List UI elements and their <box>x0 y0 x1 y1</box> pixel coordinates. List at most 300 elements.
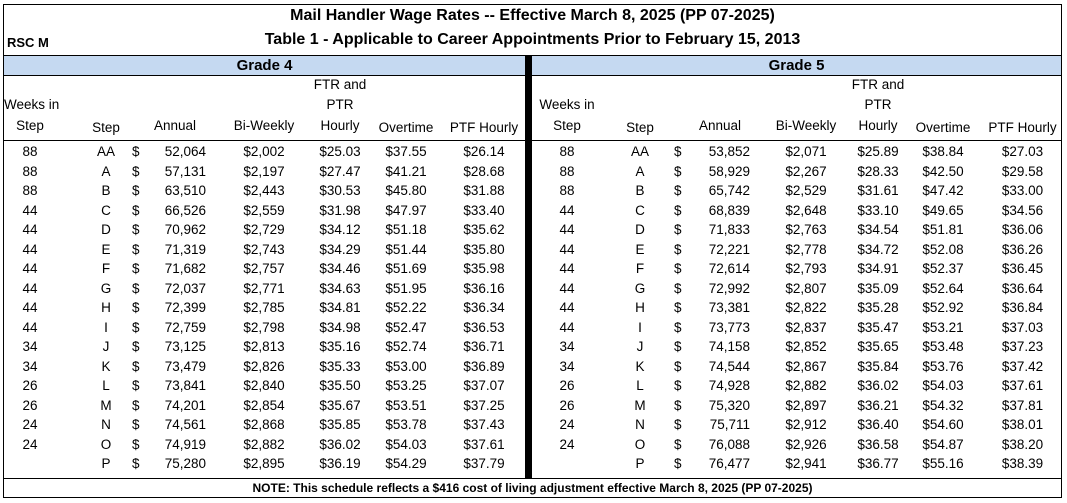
bi-weekly-cell: $2,267 <box>785 163 827 179</box>
overtime-cell: $53.78 <box>385 417 427 432</box>
dollar-sign: $ <box>674 300 682 315</box>
overtime-cell: $52.22 <box>385 300 427 315</box>
table-row <box>4 337 525 356</box>
step-cell: C <box>635 202 645 218</box>
annual-cell: 75,280 <box>164 456 206 471</box>
weeks-cell: 88 <box>559 183 575 198</box>
header-annual: Annual <box>698 118 742 133</box>
overtime-cell: $51.18 <box>385 222 427 237</box>
bi-weekly-cell: $2,882 <box>785 378 827 393</box>
overtime-cell: $53.25 <box>385 378 427 393</box>
step-cell: N <box>101 417 111 432</box>
step-cell: D <box>635 222 645 237</box>
dollar-sign: $ <box>674 241 682 257</box>
annual-cell: 58,929 <box>708 163 750 179</box>
step-cell: G <box>634 280 646 296</box>
annual-cell: 70,962 <box>164 222 206 237</box>
bi-weekly-cell: $2,895 <box>243 456 285 471</box>
ptf-hourly-cell: $36.71 <box>463 339 505 354</box>
dollar-sign: $ <box>132 319 140 335</box>
ptf-hourly-cell: $37.81 <box>1001 397 1044 413</box>
step-cell: E <box>101 241 111 257</box>
dollar-sign: $ <box>674 144 682 159</box>
step-cell: O <box>634 436 646 452</box>
hourly-cell: $33.10 <box>857 202 899 218</box>
bi-weekly-cell: $2,854 <box>243 397 285 413</box>
table-row <box>4 201 525 220</box>
dollar-sign: $ <box>674 339 682 354</box>
bi-weekly-cell: $2,822 <box>785 300 827 315</box>
annual-cell: 57,131 <box>164 163 206 179</box>
step-cell: D <box>101 222 111 237</box>
step-cell: L <box>636 378 644 393</box>
header-weeks-in-step: Weeks in <box>539 97 595 112</box>
hourly-cell: $34.29 <box>319 241 361 257</box>
ptf-hourly-cell: $36.16 <box>463 280 505 296</box>
bi-weekly-cell: $2,757 <box>243 261 285 276</box>
bi-weekly-cell: $2,912 <box>785 417 827 432</box>
ptf-hourly-cell: $36.26 <box>1001 241 1044 257</box>
hourly-cell: $34.72 <box>857 241 899 257</box>
bi-weekly-cell: $2,868 <box>243 417 285 432</box>
table-row <box>532 396 1061 415</box>
table-row <box>532 181 1061 200</box>
overtime-cell: $54.60 <box>922 417 964 432</box>
weeks-cell: 44 <box>559 241 575 257</box>
overtime-cell: $53.76 <box>922 358 964 374</box>
ptf-hourly-cell: $36.45 <box>1001 261 1044 276</box>
table-row <box>532 298 1061 317</box>
step-cell: M <box>634 397 646 413</box>
table-row <box>532 259 1061 278</box>
weeks-cell: 44 <box>559 300 575 315</box>
header-ftr-ptr-hourly: Hourly <box>320 118 360 133</box>
dollar-sign: $ <box>132 280 140 296</box>
hourly-cell: $34.54 <box>857 222 899 237</box>
bi-weekly-cell: $2,852 <box>785 339 827 354</box>
annual-cell: 65,742 <box>708 183 750 198</box>
step-cell: A <box>635 163 645 179</box>
weeks-cell: 34 <box>22 339 38 354</box>
step-cell: N <box>635 417 645 432</box>
ptf-hourly-cell: $35.62 <box>463 222 505 237</box>
weeks-cell: 44 <box>559 261 575 276</box>
table-row <box>532 240 1061 259</box>
weeks-cell: 44 <box>22 280 38 296</box>
overtime-cell: $41.21 <box>385 163 427 179</box>
ptf-hourly-cell: $37.23 <box>1001 339 1044 354</box>
ptf-hourly-cell: $36.06 <box>1001 222 1044 237</box>
dollar-sign: $ <box>132 261 140 276</box>
overtime-cell: $54.03 <box>385 436 427 452</box>
weeks-cell: 24 <box>559 436 575 452</box>
hourly-cell: $36.21 <box>857 397 899 413</box>
weeks-cell: 44 <box>22 300 38 315</box>
weeks-cell: 44 <box>559 319 575 335</box>
hourly-cell: $35.67 <box>319 397 361 413</box>
ptf-hourly-cell: $27.03 <box>1001 144 1044 159</box>
annual-cell: 66,526 <box>164 202 206 218</box>
overtime-cell: $54.29 <box>385 456 427 471</box>
annual-cell: 74,158 <box>708 339 750 354</box>
hourly-cell: $35.65 <box>857 339 899 354</box>
weeks-cell: 26 <box>559 397 575 413</box>
annual-cell: 72,759 <box>164 319 206 335</box>
overtime-cell: $53.21 <box>922 319 964 335</box>
step-cell: K <box>101 358 111 374</box>
annual-cell: 74,928 <box>708 378 750 393</box>
hourly-cell: $36.19 <box>319 456 361 471</box>
ptf-hourly-cell: $36.89 <box>463 358 505 374</box>
overtime-cell: $47.42 <box>922 183 964 198</box>
step-cell: I <box>104 319 108 335</box>
grade-divider <box>525 55 532 478</box>
bi-weekly-cell: $2,763 <box>785 222 827 237</box>
hourly-cell: $35.50 <box>319 378 361 393</box>
header-ftr-ptr-hourly: PTR <box>326 97 354 112</box>
hourly-cell: $35.16 <box>319 339 361 354</box>
table-row <box>532 220 1061 239</box>
bi-weekly-cell: $2,837 <box>785 319 827 335</box>
weeks-cell: 44 <box>22 222 38 237</box>
annual-cell: 73,773 <box>708 319 750 335</box>
ptf-hourly-cell: $37.07 <box>463 378 505 393</box>
dollar-sign: $ <box>674 202 682 218</box>
dollar-sign: $ <box>674 436 682 452</box>
table-row <box>532 279 1061 298</box>
dollar-sign: $ <box>132 397 140 413</box>
step-cell: F <box>635 261 645 276</box>
ptf-hourly-cell: $29.58 <box>1001 163 1044 179</box>
bi-weekly-cell: $2,807 <box>785 280 827 296</box>
bi-weekly-cell: $2,897 <box>785 397 827 413</box>
weeks-cell: 34 <box>22 358 38 374</box>
hourly-cell: $30.53 <box>319 183 361 198</box>
overtime-cell: $53.00 <box>385 358 427 374</box>
weeks-cell: 24 <box>22 417 38 432</box>
weeks-cell: 88 <box>22 163 38 179</box>
hourly-cell: $36.02 <box>319 436 361 452</box>
step-cell: H <box>101 300 111 315</box>
annual-cell: 71,319 <box>164 241 206 257</box>
ptf-hourly-cell: $34.56 <box>1001 202 1044 218</box>
overtime-cell: $52.64 <box>922 280 964 296</box>
header-weeks-in-step: Step <box>16 118 44 133</box>
dollar-sign: $ <box>674 417 682 432</box>
header-weeks-in-step: Weeks in <box>4 97 60 112</box>
weeks-cell: 34 <box>559 339 575 354</box>
overtime-cell: $52.74 <box>385 339 427 354</box>
annual-cell: 73,479 <box>164 358 206 374</box>
ptf-hourly-cell: $35.98 <box>463 261 505 276</box>
annual-cell: 72,614 <box>708 261 750 276</box>
overtime-cell: $37.55 <box>385 144 427 159</box>
header-annual: Annual <box>153 118 197 133</box>
table-title: Mail Handler Wage Rates -- Effective March 8, 2025 (PP 07-2025) <box>290 7 775 24</box>
table-row <box>532 318 1061 337</box>
hourly-cell: $34.12 <box>319 222 361 237</box>
header-ftr-ptr-hourly: Hourly <box>858 118 898 133</box>
table-row <box>4 220 525 239</box>
ptf-hourly-cell: $35.80 <box>463 241 505 257</box>
table-row <box>4 181 525 200</box>
overtime-cell: $55.16 <box>922 456 964 471</box>
annual-cell: 72,399 <box>164 300 206 315</box>
table-row <box>532 357 1061 376</box>
annual-cell: 76,088 <box>708 436 750 452</box>
hourly-cell: $34.63 <box>319 280 361 296</box>
dollar-sign: $ <box>132 222 140 237</box>
bi-weekly-cell: $2,926 <box>785 436 827 452</box>
hourly-cell: $35.33 <box>319 358 361 374</box>
overtime-cell: $42.50 <box>922 163 964 179</box>
overtime-cell: $47.97 <box>385 202 427 218</box>
step-cell: J <box>102 339 110 354</box>
dollar-sign: $ <box>674 163 682 179</box>
bi-weekly-cell: $2,443 <box>243 183 285 198</box>
step-cell: B <box>635 183 645 198</box>
overtime-cell: $54.87 <box>922 436 964 452</box>
weeks-cell: 26 <box>22 378 38 393</box>
bi-weekly-cell: $2,002 <box>243 144 285 159</box>
header-bi-weekly: Bi-Weekly <box>233 118 295 133</box>
step-cell: O <box>100 436 112 452</box>
annual-cell: 74,919 <box>164 436 206 452</box>
annual-cell: 74,561 <box>164 417 206 432</box>
overtime-cell: $51.81 <box>922 222 964 237</box>
weeks-cell: 44 <box>559 202 575 218</box>
dollar-sign: $ <box>132 241 140 257</box>
dollar-sign: $ <box>132 417 140 432</box>
dollar-sign: $ <box>132 163 140 179</box>
header-ptf-hourly: PTF Hourly <box>449 120 519 135</box>
step-cell: A <box>101 163 111 179</box>
bi-weekly-cell: $2,778 <box>785 241 827 257</box>
ptf-hourly-cell: $33.40 <box>463 202 505 218</box>
bi-weekly-cell: $2,785 <box>243 300 285 315</box>
annual-cell: 73,381 <box>708 300 750 315</box>
overtime-cell: $52.08 <box>922 241 964 257</box>
ptf-hourly-cell: $37.25 <box>463 397 505 413</box>
hourly-cell: $28.33 <box>857 163 899 179</box>
ptf-hourly-cell: $36.84 <box>1001 300 1044 315</box>
dollar-sign: $ <box>132 300 140 315</box>
overtime-cell: $54.03 <box>922 378 964 393</box>
hourly-cell: $35.28 <box>857 300 899 315</box>
annual-cell: 72,037 <box>164 280 206 296</box>
hourly-cell: $36.40 <box>857 417 899 432</box>
ptf-hourly-cell: $36.53 <box>463 319 505 335</box>
ptf-hourly-cell: $37.79 <box>463 456 505 471</box>
overtime-cell: $38.84 <box>922 144 964 159</box>
dollar-sign: $ <box>674 456 682 471</box>
table-row <box>4 259 525 278</box>
bi-weekly-cell: $2,813 <box>243 339 285 354</box>
ptf-hourly-cell: $36.34 <box>463 300 505 315</box>
weeks-cell: 26 <box>22 397 38 413</box>
table-row <box>4 454 525 473</box>
header-bi-weekly: Bi-Weekly <box>775 118 837 133</box>
table-row <box>4 240 525 259</box>
weeks-cell: 44 <box>559 222 575 237</box>
dollar-sign: $ <box>132 436 140 452</box>
dollar-sign: $ <box>132 378 140 393</box>
annual-cell: 72,221 <box>708 241 750 257</box>
annual-cell: 68,839 <box>708 202 750 218</box>
step-cell: H <box>635 300 645 315</box>
table-subtitle: Table 1 - Applicable to Career Appointments Prior to February 15, 2013 <box>264 31 801 48</box>
table-row <box>4 162 525 181</box>
weeks-cell: 88 <box>22 183 38 198</box>
ptf-hourly-cell: $38.01 <box>1001 417 1044 432</box>
table-row <box>532 376 1061 395</box>
overtime-cell: $49.65 <box>922 202 964 218</box>
ptf-hourly-cell: $38.39 <box>1001 456 1044 471</box>
annual-cell: 52,064 <box>164 144 206 159</box>
header-overtime: Overtime <box>915 120 971 135</box>
hourly-cell: $25.89 <box>857 144 899 159</box>
weeks-cell: 24 <box>559 417 575 432</box>
step-cell: L <box>102 378 110 393</box>
bi-weekly-cell: $2,729 <box>243 222 285 237</box>
header-overtime: Overtime <box>378 120 434 135</box>
hourly-cell: $31.98 <box>319 202 361 218</box>
bi-weekly-cell: $2,071 <box>785 144 827 159</box>
dollar-sign: $ <box>674 358 682 374</box>
header-step: Step <box>626 120 654 135</box>
table-row <box>4 357 525 376</box>
step-cell: J <box>636 339 644 354</box>
header-underline <box>4 140 525 141</box>
weeks-cell: 88 <box>559 163 575 179</box>
overtime-cell: $51.95 <box>385 280 427 296</box>
step-cell: P <box>635 456 645 471</box>
hourly-cell: $36.77 <box>857 456 899 471</box>
annual-cell: 72,992 <box>708 280 750 296</box>
step-cell: C <box>101 202 111 218</box>
table-row <box>4 298 525 317</box>
weeks-cell: 44 <box>22 261 38 276</box>
table-row <box>4 376 525 395</box>
dollar-sign: $ <box>132 339 140 354</box>
schedule-code: RSC M <box>7 35 49 50</box>
table-row <box>4 279 525 298</box>
dollar-sign: $ <box>132 144 140 159</box>
step-cell: AA <box>96 144 115 159</box>
ptf-hourly-cell: $38.20 <box>1001 436 1044 452</box>
header-ftr-ptr-hourly: PTR <box>864 97 892 112</box>
hourly-cell: $35.09 <box>857 280 899 296</box>
hourly-cell: $34.81 <box>319 300 361 315</box>
annual-cell: 73,841 <box>164 378 206 393</box>
annual-cell: 63,510 <box>164 183 206 198</box>
dollar-sign: $ <box>132 202 140 218</box>
step-cell: AA <box>630 144 649 159</box>
hourly-cell: $25.03 <box>319 144 361 159</box>
header-ftr-ptr-hourly: FTR and <box>851 77 905 92</box>
ptf-hourly-cell: $31.88 <box>463 183 505 198</box>
ptf-hourly-cell: $37.61 <box>1001 378 1044 393</box>
bi-weekly-cell: $2,197 <box>243 163 285 179</box>
ptf-hourly-cell: $28.68 <box>463 163 505 179</box>
overtime-cell: $51.69 <box>385 261 427 276</box>
weeks-cell: 24 <box>22 436 38 452</box>
annual-cell: 74,544 <box>708 358 750 374</box>
weeks-cell: 88 <box>559 144 575 159</box>
annual-cell: 75,320 <box>708 397 750 413</box>
overtime-cell: $52.92 <box>922 300 964 315</box>
weeks-cell: 34 <box>559 358 575 374</box>
bi-weekly-cell: $2,793 <box>785 261 827 276</box>
header-step: Step <box>92 120 120 135</box>
header-ptf-hourly: PTF Hourly <box>988 120 1057 135</box>
hourly-cell: $34.91 <box>857 261 899 276</box>
bi-weekly-cell: $2,771 <box>243 280 285 296</box>
bi-weekly-cell: $2,648 <box>785 202 827 218</box>
bi-weekly-cell: $2,882 <box>243 436 285 452</box>
step-cell: G <box>100 280 112 296</box>
bi-weekly-cell: $2,529 <box>785 183 827 198</box>
header-ftr-ptr-hourly: FTR and <box>313 77 367 92</box>
weeks-cell: 44 <box>22 202 38 218</box>
annual-cell: 75,711 <box>709 417 750 432</box>
overtime-cell: $51.44 <box>385 241 427 257</box>
annual-cell: 53,852 <box>708 144 750 159</box>
hourly-cell: $34.98 <box>319 319 361 335</box>
hourly-cell: $36.02 <box>857 378 899 393</box>
annual-cell: 71,682 <box>164 261 206 276</box>
overtime-cell: $52.47 <box>385 319 427 335</box>
dollar-sign: $ <box>132 358 140 374</box>
dollar-sign: $ <box>674 261 682 276</box>
table-row <box>4 415 525 434</box>
table-row <box>532 415 1061 434</box>
table-row <box>532 142 1061 161</box>
step-cell: K <box>635 358 645 374</box>
overtime-cell: $54.32 <box>922 397 964 413</box>
step-cell: F <box>101 261 111 276</box>
hourly-cell: $27.47 <box>319 163 361 179</box>
bi-weekly-cell: $2,798 <box>243 319 285 335</box>
ptf-hourly-cell: $37.03 <box>1001 319 1044 335</box>
grade-4-header: Grade 4 <box>4 55 525 76</box>
hourly-cell: $35.84 <box>857 358 899 374</box>
footnote: NOTE: This schedule reflects a $416 cost of living adjustment effective March 8, 2025 (PP 07-2025) <box>4 478 1061 498</box>
step-cell: E <box>635 241 645 257</box>
table-row <box>532 454 1061 473</box>
dollar-sign: $ <box>674 397 682 413</box>
dollar-sign: $ <box>674 222 682 237</box>
ptf-hourly-cell: $26.14 <box>463 144 505 159</box>
table-row <box>532 162 1061 181</box>
hourly-cell: $35.85 <box>319 417 361 432</box>
overtime-cell: $45.80 <box>385 183 427 198</box>
dollar-sign: $ <box>132 183 140 198</box>
overtime-cell: $53.48 <box>922 339 964 354</box>
hourly-cell: $34.46 <box>319 261 361 276</box>
ptf-hourly-cell: $36.64 <box>1001 280 1044 296</box>
table-row <box>532 201 1061 220</box>
ptf-hourly-cell: $37.61 <box>463 436 505 452</box>
overtime-cell: $53.51 <box>385 397 427 413</box>
dollar-sign: $ <box>674 319 682 335</box>
dollar-sign: $ <box>674 183 682 198</box>
annual-cell: 73,125 <box>164 339 206 354</box>
ptf-hourly-cell: $37.42 <box>1001 358 1044 374</box>
annual-cell: 74,201 <box>164 397 206 413</box>
annual-cell: 71,833 <box>708 222 750 237</box>
bi-weekly-cell: $2,941 <box>785 456 827 471</box>
